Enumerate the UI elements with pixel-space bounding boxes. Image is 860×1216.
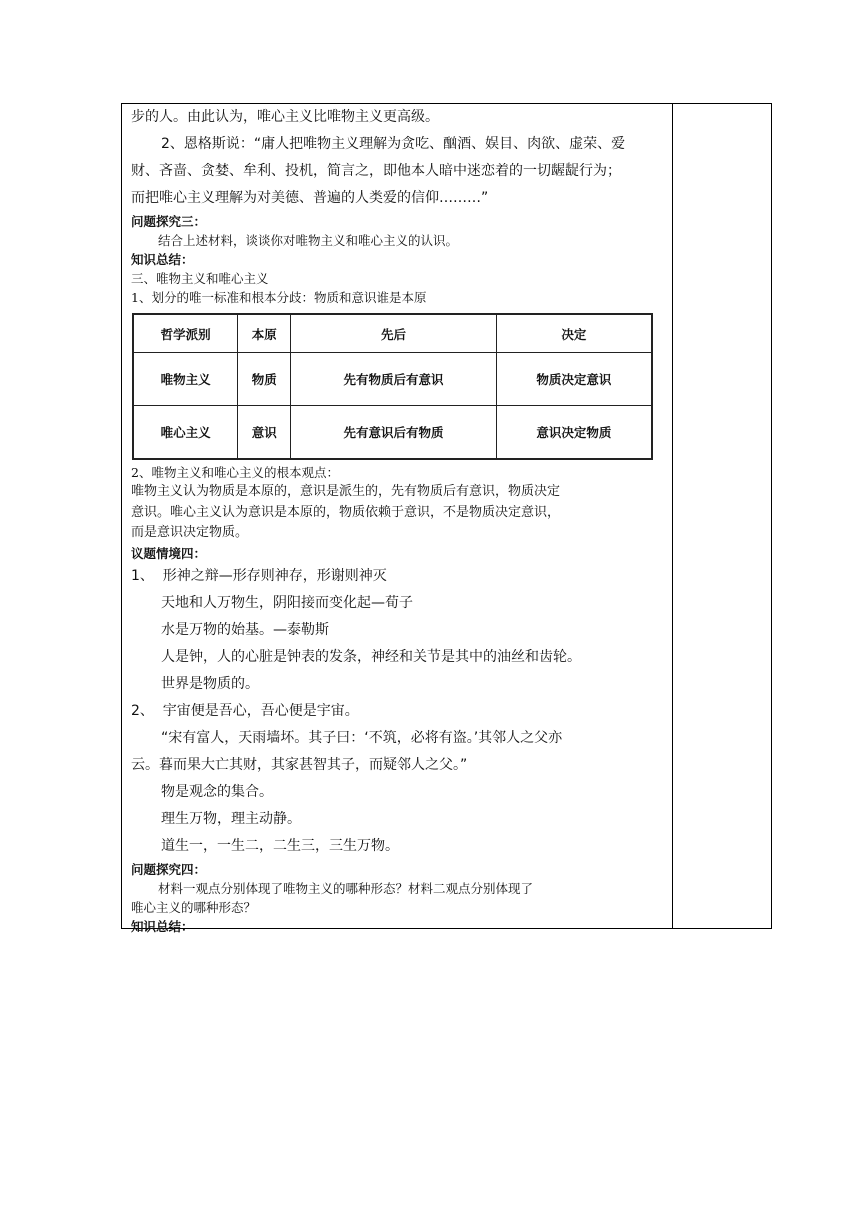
summary-heading: 知识总结： [131,918,194,934]
inquiry-3-heading: 问题探究三： [131,214,207,229]
point-1: 1、划分的唯一标准和根本分歧：物质和意识谁是本原 [131,290,427,305]
inquiry-3-text: 结合上述材料，谈谈你对唯物主义和唯心主义的认识。 [158,233,459,248]
text-line: 物是观念的集合。 [161,783,273,800]
situation-4-item-2: 2、 宇宙便是吾心，吾心便是宇宙。 [131,702,359,719]
inquiry-4-text: 材料一观点分别体现了唯物主义的哪种形态？材料二观点分别体现了 [158,880,534,896]
lesson-table-frame [121,103,772,934]
inquiry-4-text: 唯心主义的哪种形态？ [131,899,257,915]
text-line: 财、吝啬、贪婪、牟利、投机，简言之，即他本人暗中迷恋着的一切龌龊行为； [131,163,621,179]
section-title: 三、唯物主义和唯心主义 [131,271,269,286]
text-line: 唯物主义认为物质是本原的，意识是派生的，先有物质后有意识，物质决定 [131,484,561,499]
text-line: 云。暮而果大亡其财，其家甚智其子，而疑邻人之父。” [131,756,468,773]
summary-heading: 知识总结： [131,252,194,267]
table-cell: 物质 [238,353,291,406]
text-line: 而把唯心主义理解为对美德、普遍的人类爱的信仰………” [131,190,489,206]
table-header-cell: 哲学派别 [133,314,238,353]
table-cell: 意识 [238,406,291,460]
notes-column-divider [672,104,673,928]
table-cell: 唯物主义 [133,353,238,406]
table-row [133,353,652,406]
table-cell: 意识决定物质 [496,406,652,460]
text-line: 水是万物的始基。—泰勒斯 [161,621,329,638]
philosophy-comparison-table [132,313,653,460]
inquiry-4-heading: 问题探究四： [131,861,207,877]
text-line: 人是钟，人的心脏是钟表的发条，神经和关节是其中的油丝和齿轮。 [161,648,581,665]
point-2: 2、唯物主义和唯心主义的根本观点： [131,465,339,480]
table-cell: 先有意识后有物质 [291,406,497,460]
text-line: 天地和人万物生，阴阳接而变化起—荀子 [161,594,413,611]
table-cell: 先有物质后有意识 [291,353,497,406]
table-header-cell: 决定 [496,314,652,353]
lesson-content [131,104,667,936]
situation-4-item-1: 1、 形神之辩—形存则神存，形谢则神灭 [131,567,387,584]
text-line: 步的人。由此认为，唯心主义比唯物主义更高级。 [131,109,439,125]
text-line: 意识。唯心主义认为意识是本原的，物质依赖于意识，不是物质决定意识， [131,504,561,520]
text-line: 世界是物质的。 [161,675,259,692]
text-line: 2、恩格斯说：“庸人把唯物主义理解为贪吃、酗酒、娱目、肉欲、虚荣、爱 [161,136,626,152]
table-row [133,406,652,460]
table-header-row [133,314,652,353]
text-line: “宋有富人，天雨墙坏。其子曰：‘不筑，必将有盗。’其邻人之父亦 [161,729,563,746]
table-header-cell: 先后 [291,314,497,353]
situation-4-heading: 议题情境四： [131,545,207,561]
table-cell: 唯心主义 [133,406,238,460]
text-line: 道生一，一生二，二生三，三生万物。 [161,837,399,854]
table-header-cell: 本原 [238,314,291,353]
text-line: 理生万物，理主动静。 [161,810,301,827]
text-line: 而是意识决定物质。 [131,525,249,540]
table-cell: 物质决定意识 [496,353,652,406]
